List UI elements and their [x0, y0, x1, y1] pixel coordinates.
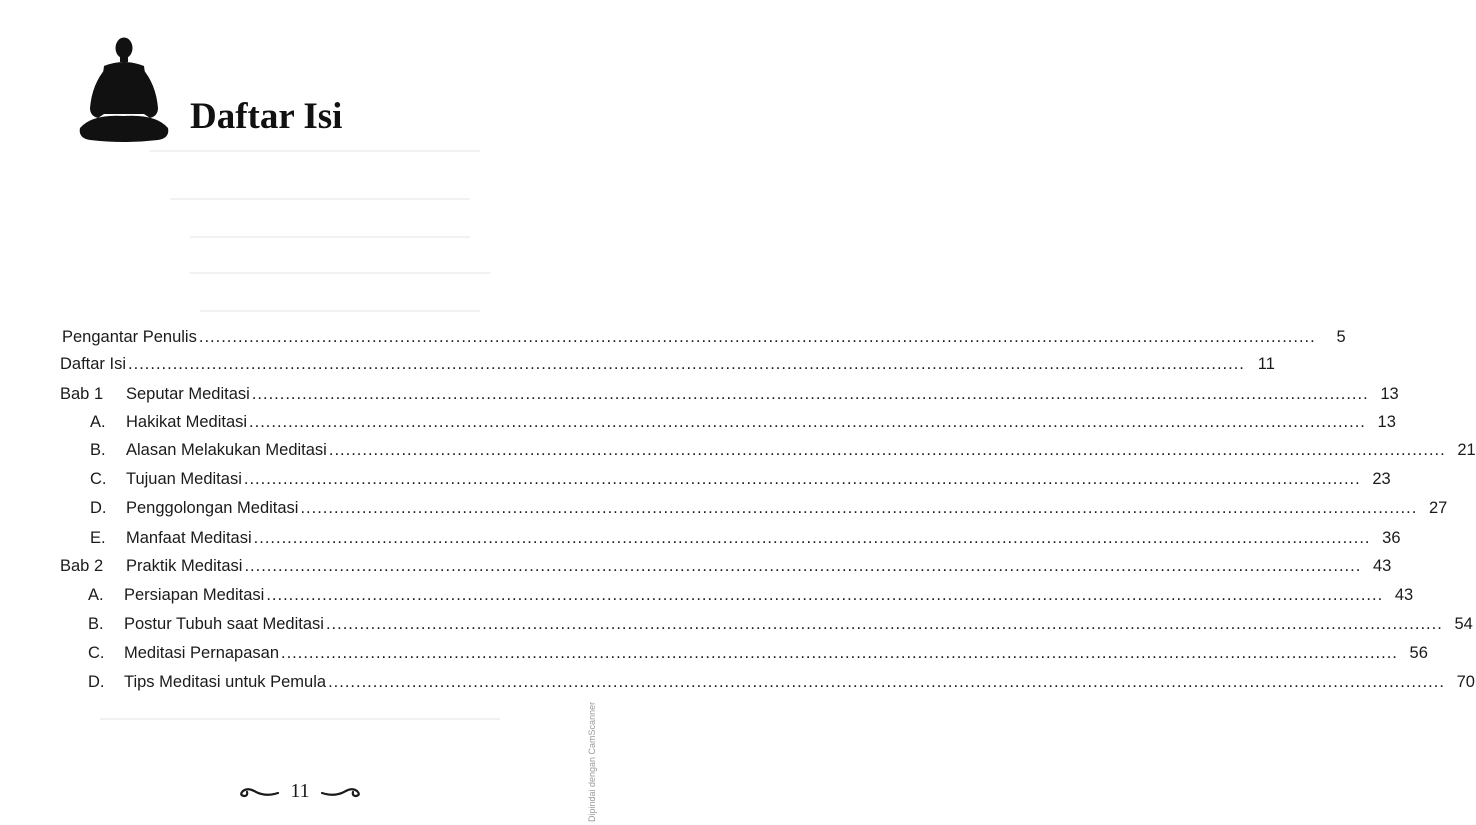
- page-number: 11: [290, 779, 310, 802]
- show-through-line: [190, 236, 470, 238]
- toc-leader-dots: ........................................................................................................................................................................................................: [251, 385, 1369, 403]
- toc-leader-dots: ........................................................................................................................................................................................................: [325, 615, 1443, 633]
- toc-entry-label: Meditasi Pernapasan: [124, 644, 280, 662]
- toc-entry-prefix: D.: [90, 499, 107, 517]
- toc-entry-label: Tips Meditasi untuk Pemula: [124, 673, 327, 691]
- toc-leader-dots: ........................................................................................................................................................................................................: [328, 673, 1445, 691]
- toc-entry-prefix: A.: [90, 413, 106, 431]
- meditating-person-icon: [74, 36, 174, 146]
- toc-entry-prefix: D.: [88, 673, 105, 691]
- toc-entry-page: 43: [1394, 586, 1414, 604]
- toc-leader-dots: ........................................................................................................................................................................................................: [198, 328, 1316, 346]
- swirl-ornament-icon: [236, 783, 280, 799]
- toc-entry: [88, 615, 1473, 639]
- toc-entry: [88, 586, 1414, 610]
- toc-leader-dots: ........................................................................................................................................................................................................: [128, 355, 1245, 373]
- toc-entry-page: 27: [1428, 499, 1448, 517]
- toc-entry-page: 23: [1372, 470, 1391, 488]
- toc-entry-label: Penggolongan Meditasi: [126, 499, 299, 517]
- toc-leader-dots: ........................................................................................................................................................................................................: [281, 644, 1398, 662]
- toc-entry: [90, 499, 1448, 523]
- toc-entry-label: Manfaat Meditasi: [126, 529, 252, 547]
- toc-entry-label: Postur Tubuh saat Meditasi: [124, 615, 324, 633]
- toc-leader-dots: ........................................................................................................................................................................................................: [328, 441, 1446, 459]
- toc-entry-label: Daftar Isi: [60, 355, 127, 373]
- show-through-line: [100, 718, 500, 720]
- toc-entry-label: Praktik Meditasi: [126, 557, 243, 575]
- toc-entry-label: Hakikat Meditasi: [126, 413, 248, 431]
- toc-entry-prefix: Bab 2: [60, 557, 104, 575]
- toc-entry-label: Tujuan Meditasi: [126, 470, 242, 488]
- toc-entry-page: 70: [1456, 673, 1475, 691]
- toc-entry-page: 43: [1372, 557, 1392, 575]
- page-title: Daftar Isi: [190, 96, 343, 137]
- toc-entry: [88, 644, 1428, 668]
- toc-entry-prefix: Bab 1: [60, 385, 104, 403]
- toc-entry-prefix: C.: [90, 470, 107, 488]
- toc-entry: [90, 413, 1396, 437]
- toc-entry-page: 11: [1257, 355, 1275, 373]
- toc-leader-dots: ........................................................................................................................................................................................................: [243, 470, 1361, 488]
- toc-entry-label: Pengantar Penulis: [62, 328, 197, 346]
- toc-leader-dots: ........................................................................................................................................................................................................: [266, 586, 1384, 604]
- toc-entry: [90, 470, 1391, 494]
- toc-entry-page: 54: [1454, 615, 1473, 633]
- toc-entry-label: Alasan Melakukan Meditasi: [126, 441, 327, 459]
- toc-leader-dots: ........................................................................................................................................................................................................: [300, 499, 1418, 517]
- toc-entry-page: 13: [1380, 385, 1399, 403]
- toc-entry-prefix: A.: [88, 586, 104, 604]
- toc-entry-page: 36: [1382, 529, 1401, 547]
- scanner-watermark: Dipindai dengan CamScanner: [587, 701, 597, 822]
- page-footer: [0, 776, 600, 806]
- toc-entry-label: Persiapan Meditasi: [124, 586, 265, 604]
- toc-entry: [60, 355, 1275, 379]
- toc-entry-page: 56: [1409, 644, 1428, 662]
- toc-entry: [60, 557, 1392, 581]
- toc-entry-prefix: E.: [90, 529, 106, 547]
- toc-leader-dots: ........................................................................................................................................................................................................: [249, 413, 1366, 431]
- toc-entry-prefix: C.: [88, 644, 105, 662]
- swirl-ornament-icon: [320, 783, 364, 799]
- show-through-line: [190, 272, 490, 274]
- toc-entry-prefix: B.: [88, 615, 104, 633]
- toc-entry: [88, 673, 1475, 697]
- toc-entry: [62, 328, 1346, 352]
- show-through-line: [170, 198, 470, 200]
- toc-leader-dots: ........................................................................................................................................................................................................: [253, 529, 1371, 547]
- toc-leader-dots: ........................................................................................................................................................................................................: [244, 557, 1362, 575]
- toc-entry: [90, 529, 1401, 553]
- show-through-line: [150, 150, 480, 152]
- toc-entry-page: 13: [1377, 413, 1396, 431]
- toc-entry-prefix: B.: [90, 441, 106, 459]
- toc-entry: [60, 385, 1399, 409]
- toc-entry-page: 5: [1336, 328, 1346, 346]
- show-through-line: [200, 310, 480, 312]
- toc-entry-page: 21: [1457, 441, 1476, 459]
- toc-entry: [90, 441, 1476, 465]
- toc-entry-label: Seputar Meditasi: [126, 385, 250, 403]
